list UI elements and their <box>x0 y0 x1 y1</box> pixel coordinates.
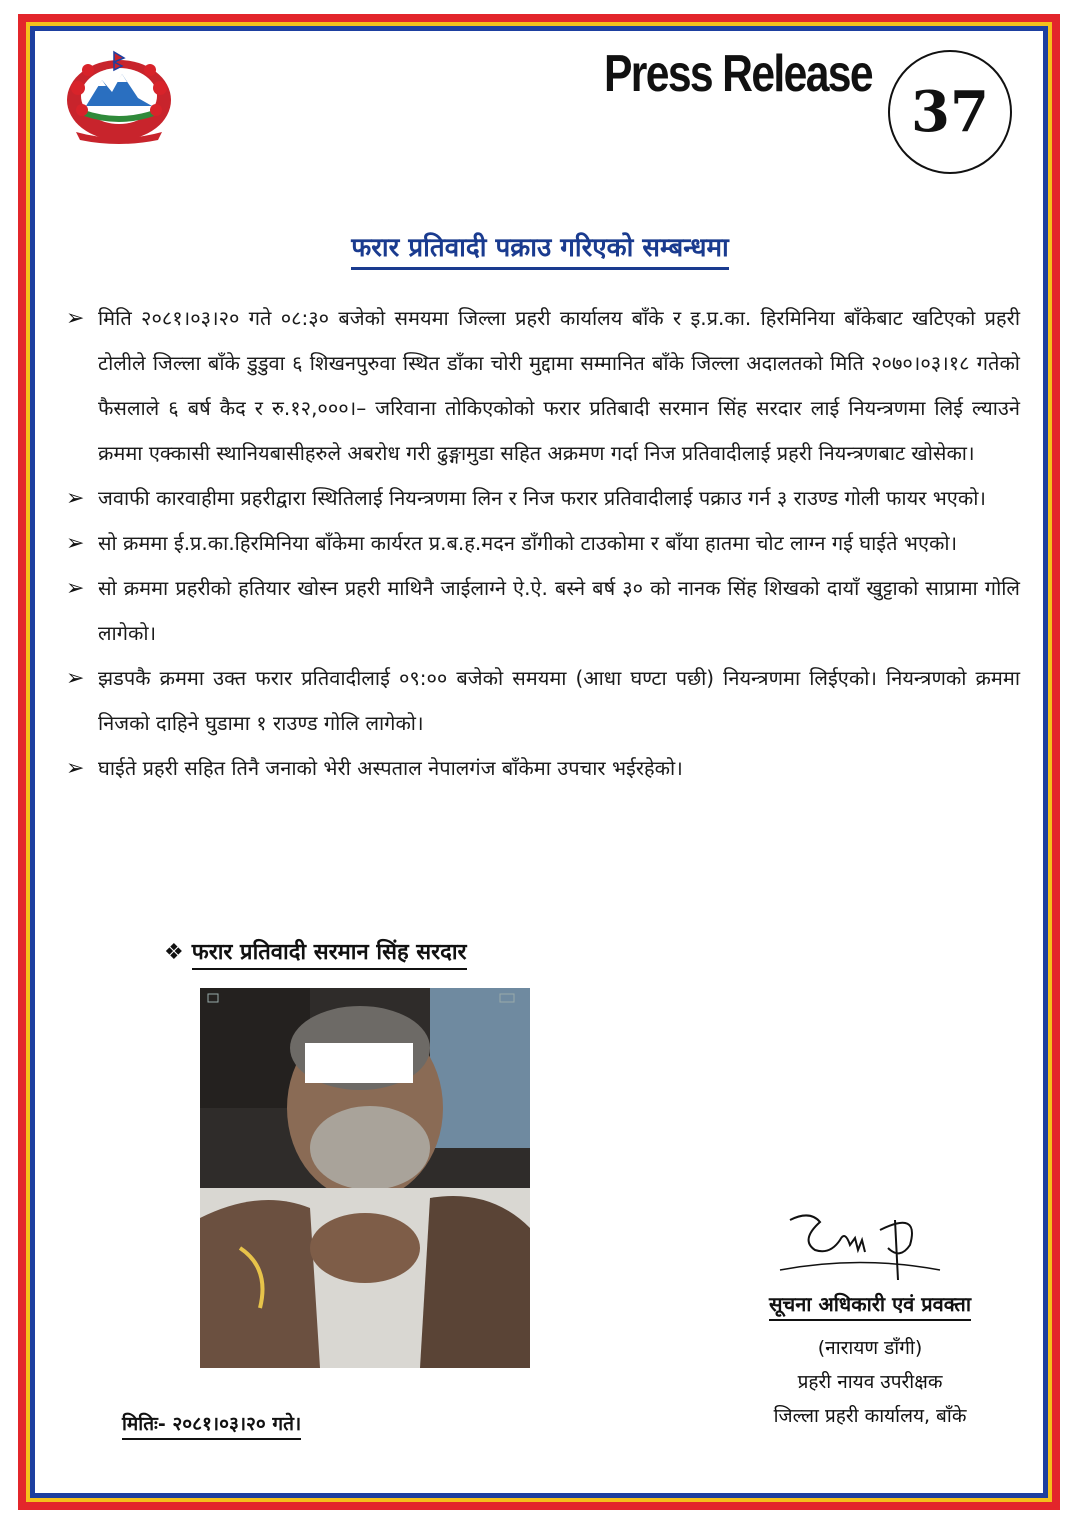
photo-heading <box>164 936 467 966</box>
bullet-item <box>64 656 1020 746</box>
bullet-item <box>64 746 1020 791</box>
signatory-title: सूचना अधिकारी एवं प्रवक्ता <box>769 1290 971 1321</box>
arrow-bullet-icon: ➢ <box>66 756 85 781</box>
diamond-bullet-icon: ❖ <box>164 940 184 965</box>
document-title-text: फरार प्रतिवादी पक्राउ गरिएको सम्बन्धमा <box>351 233 728 270</box>
bullet-text: झडपकै क्रममा उक्त फरार प्रतिवादीलाई ०९:०० बजेको समयमा (आधा घण्टा पछी) नियन्त्रणमा लिईएको। नियन्त्रणको क्रममा निजको दाहिने घुडामा १ राउण्ड गोलि लागेको। <box>98 666 1020 735</box>
arrow-bullet-icon: ➢ <box>66 576 85 601</box>
document-title <box>0 228 1080 264</box>
signatory-name: (नारायण डाँगी) <box>817 1337 923 1359</box>
nepal-emblem-logo <box>58 48 180 148</box>
photo-heading-text: फरार प्रतिवादी सरमान सिंह सरदार <box>192 940 467 970</box>
press-release-heading: Press Release <box>604 45 872 103</box>
signatory-office: जिल्ला प्रहरी कार्यालय, बाँके <box>773 1405 967 1427</box>
bullet-item <box>64 566 1020 656</box>
bullet-item <box>64 476 1020 521</box>
bullet-text: जवाफी कारवाहीमा प्रहरीद्वारा स्थितिलाई नियन्त्रणमा लिन र निज फरार प्रतिवादीलाई पक्राउ गर्न ३ राउण्ड गोली फायर भएको। <box>98 486 986 510</box>
arrow-bullet-icon: ➢ <box>66 306 85 331</box>
bullet-text: घाईते प्रहरी सहित तिनै जनाको भेरी अस्पताल नेपालगंज बाँकेमा उपचार भईरहेको। <box>98 756 683 780</box>
signatory-rank: प्रहरी नायव उपरीक्षक <box>797 1371 943 1393</box>
arrow-bullet-icon: ➢ <box>66 486 85 511</box>
bullet-item <box>64 296 1020 476</box>
handwritten-signature <box>770 1200 950 1300</box>
arrow-bullet-icon: ➢ <box>66 531 85 556</box>
bullet-text: सो क्रममा ई.प्र.का.हिरमिनिया बाँकेमा कार्यरत प्र.ब.ह.मदन डाँगीको टाउकोमा र बाँया हातमा चोट लाग्न गई घाईते भएको। <box>98 531 958 555</box>
arrow-bullet-icon: ➢ <box>66 666 85 691</box>
release-number-badge: 37 <box>888 50 1012 174</box>
accused-photo <box>200 988 530 1368</box>
release-date: मितिः- २०८१।०३।२० गते। <box>122 1410 301 1440</box>
bullet-list <box>64 296 1020 791</box>
signatory-block <box>700 1290 1040 1433</box>
bullet-item <box>64 521 1020 566</box>
bullet-text: मिति २०८१।०३।२० गते ०८:३० बजेको समयमा जिल्ला प्रहरी कार्यालय बाँके र इ.प्र.का. हिरमिनिया बाँकेबाट खटिएको प्रहरी टोलीले जिल्ला बाँके डुडुवा ६ शिखनपुरुवा स्थित डाँका चोरी मुद्दामा सम्मानित बाँके जिल्ला अदालतको मिति २०७०।०३।१८ गतेको फैसलाले ६ बर्ष कैद र रु.१२,०००।– जरिवाना तोकिएकोको फरार प्रतिबादी सरमान सिंह सरदार लाई नियन्त्रणमा लिई ल्याउने क्रममा एक्कासी स्थानियबासीहरुले अबरोध गरी ढुङ्गामुडा सहित अक्रमण गर्दा निज प्रतिवादीलाई प्रहरी नियन्त्रणबाट खोसेका। <box>98 306 1020 465</box>
bullet-text: सो क्रममा प्रहरीको हतियार खोस्न प्रहरी माथिनै जाईलाग्ने ऐ.ऐ. बस्ने बर्ष ३० को नानक सिंह शिखको दायाँ खुट्टाको साप्रामा गोलि लागेको। <box>98 576 1020 645</box>
